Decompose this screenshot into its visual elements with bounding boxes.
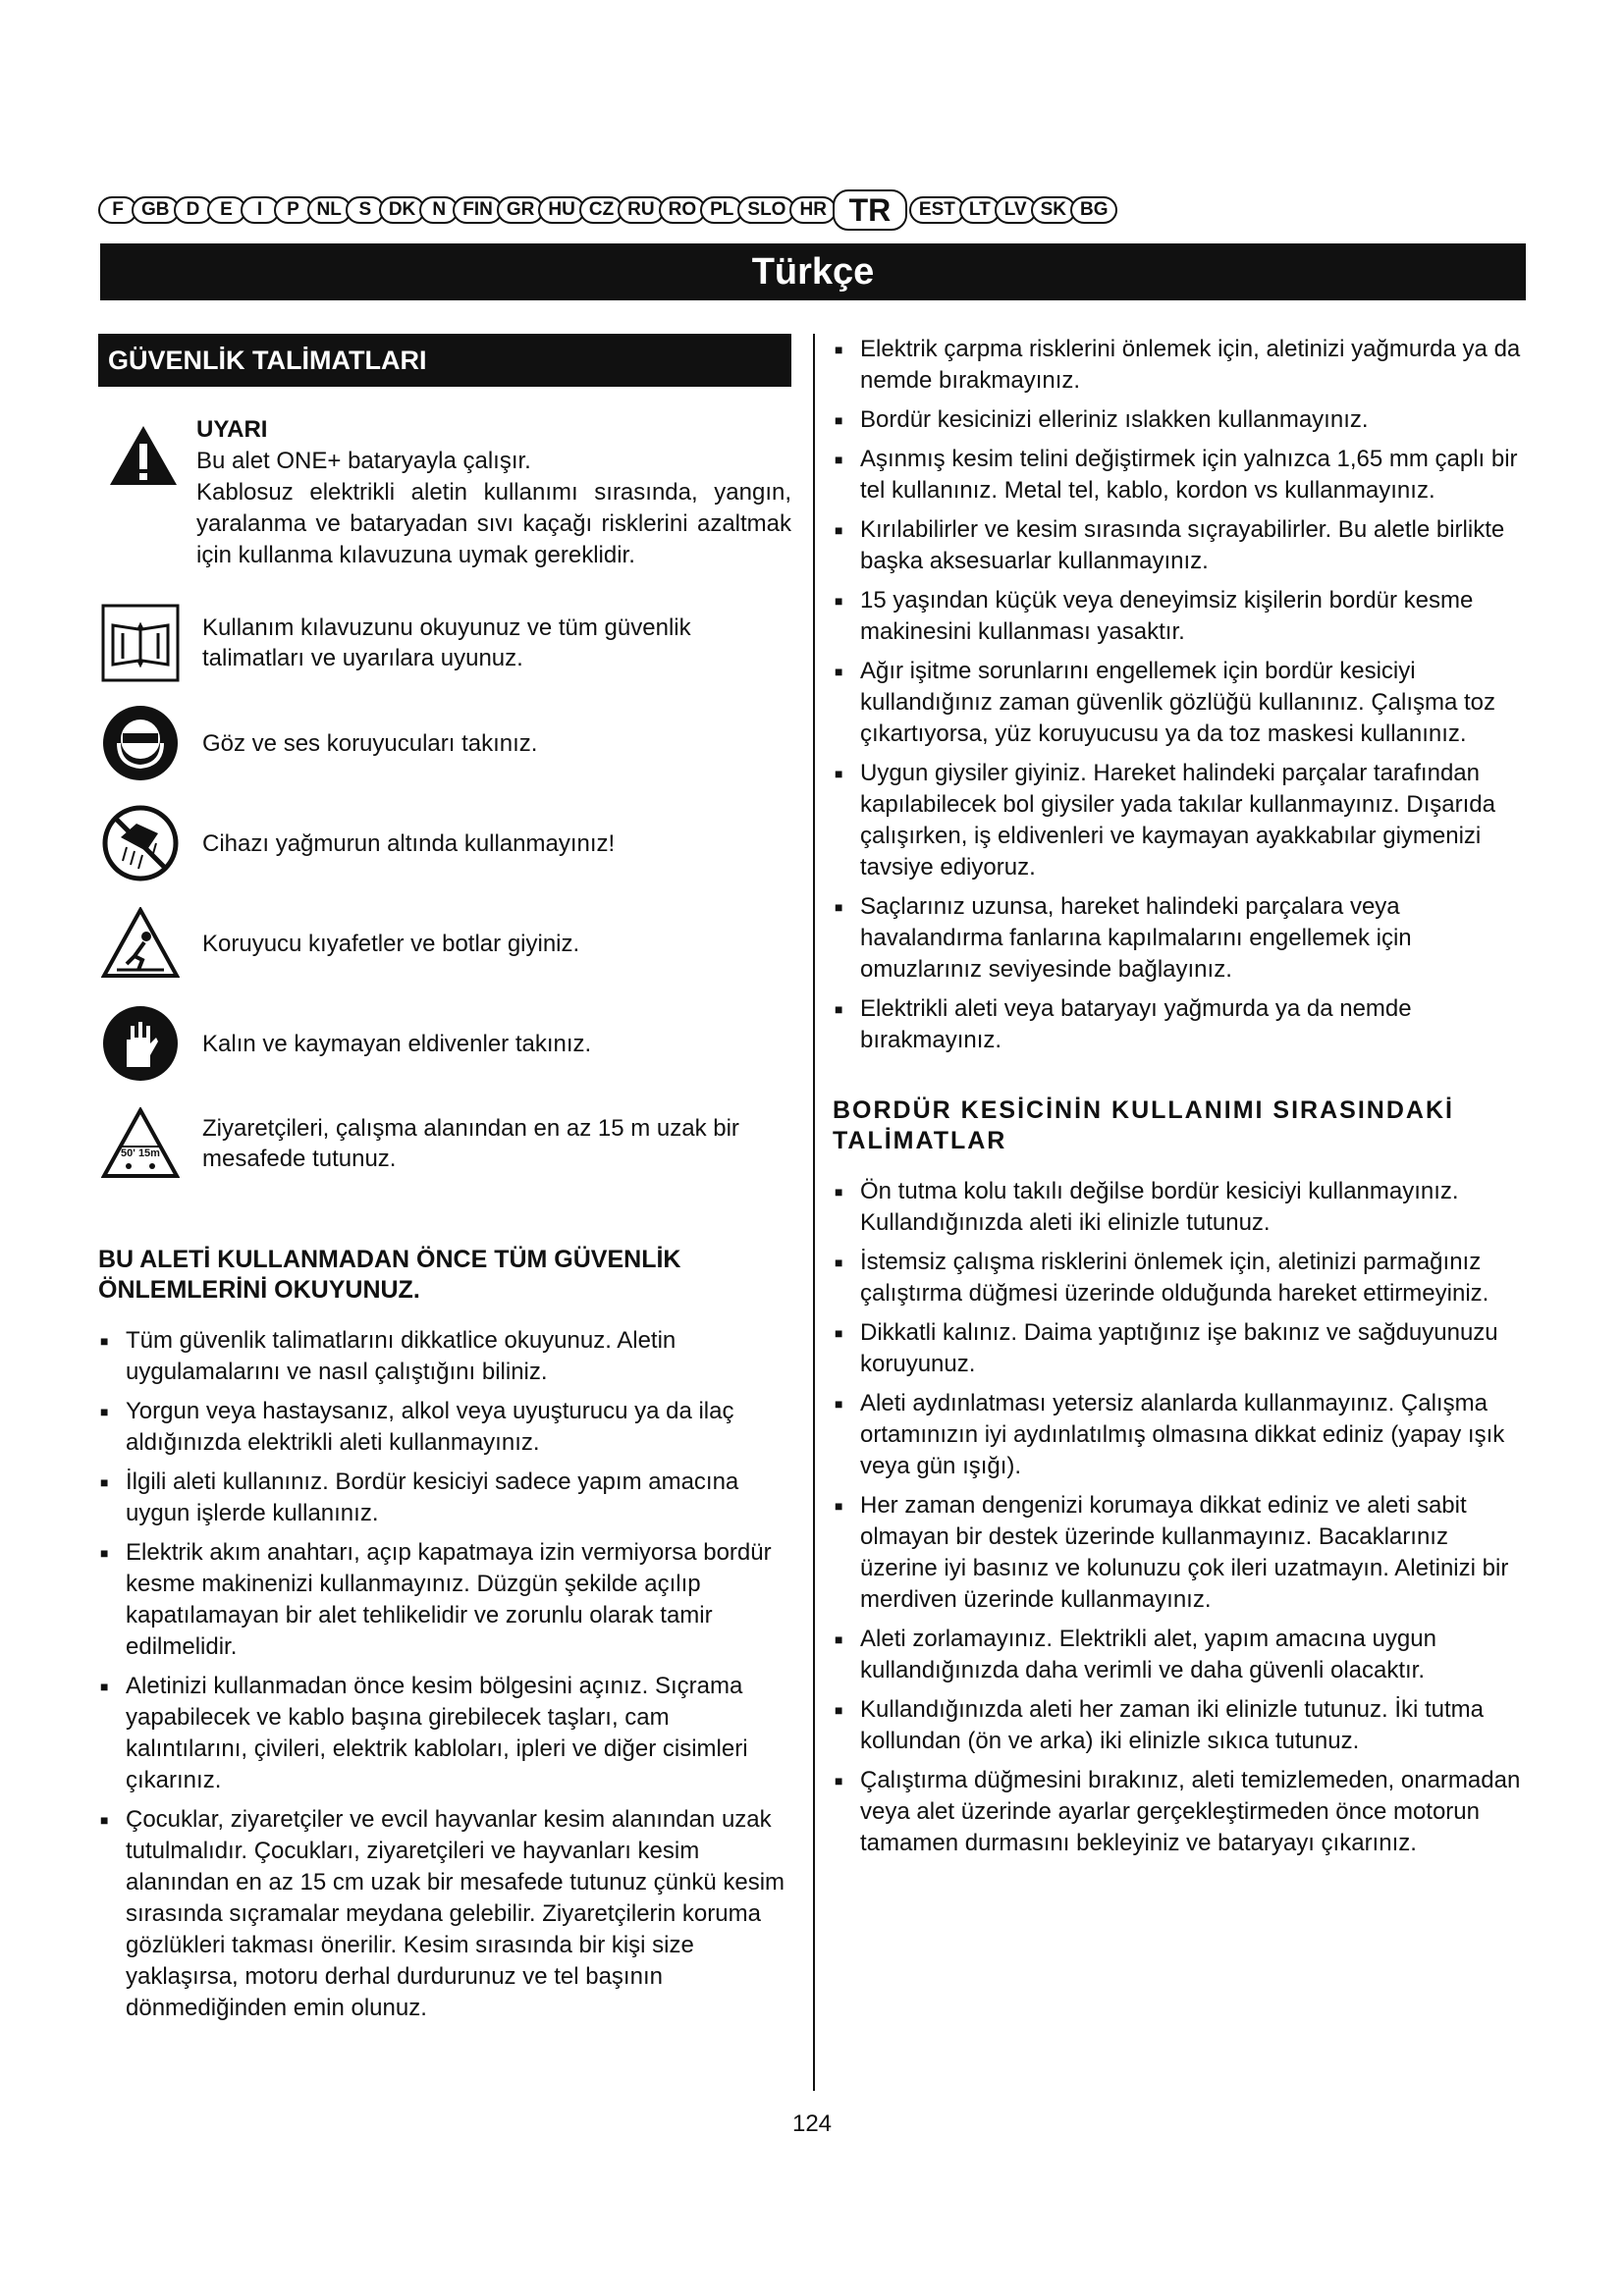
list-item: ■ Saçlarınız uzunsa, hareket halindeki parçalara veya havalandırma fanlarına kapılmalarını engellemek için omuzlarınız seviyesinde bağlayınız. [833,891,1526,986]
list-item: ■ Ağır işitme sorunlarını engellemek için bordür kesiciyi kullandığınız zaman güvenlik gözlüğü kullanınız. Çalışma toz çıkartıyorsa, yüz koruyucusu ya da toz maskesi kullanınız. [833,656,1526,750]
list-item: ■ Kullandığınızda aleti her zaman iki elinizle tutunuz. İki tutma kollundan (ön ve arka) iki elinizle sıkıca tutunuz. [833,1694,1526,1757]
language-tab-i[interactable]: I [241,196,280,224]
list-item: ■ Aletinizi kullanmadan önce kesim bölgesini açınız. Sıçrama yapabilecek ve kablo başına girebilecek taşları, cam kalıntılarını, çivileri, elektrik kabloları, ipleri ve diğer cisimleri çıkarınız. [98,1671,791,1796]
language-selector [98,188,1532,232]
language-tab-gb[interactable]: GB [132,196,180,224]
icon-text: Kullanım kılavuzunu okuyunuz ve tüm güvenlik talimatları ve uyarılara uyunuz. [202,614,691,671]
icon-row [98,901,791,986]
language-tab-n[interactable]: N [419,196,459,224]
list-item: ■ Elektrikli aleti veya bataryayı yağmurda ya da nemde bırakmayınız. [833,993,1526,1056]
language-tab-fin[interactable]: FIN [453,196,503,224]
section-heading-read-all: BU ALETİ KULLANMADAN ÖNCE TÜM GÜVENLİK ÖNLEMLERİNİ OKUYUNUZ. [98,1246,681,1304]
list-item: ■ Ön tutma kolu takılı değilse bordür kesiciyi kullanmayınız. Kullandığınızda aleti iki elinizle tutunuz. [833,1176,1526,1239]
language-tab-est[interactable]: EST [909,196,965,224]
warning-line1: Bu alet ONE+ bataryayla çalışır. [196,448,531,474]
list-item: ■ İstemsiz çalışma risklerini önlemek için, aletinizi parmağınız çalıştırma düğmesi üzerinde olduğunda hareket ettirmeyiniz. [833,1247,1526,1309]
language-tab-lv[interactable]: LV [995,196,1037,224]
icon-row [98,701,791,785]
manual-book-icon [101,604,180,682]
left-column [98,334,791,2032]
language-tab-hr[interactable]: HR [789,196,836,224]
warning-triangle-icon [108,424,179,487]
list-item: ■ Tüm güvenlik talimatlarını dikkatlice okuyunuz. Aletin uygulamalarını ve nasıl çalıştığını biliniz. [98,1325,791,1388]
list-item: ■ Dikkatli kalınız. Daima yaptığınız işe bakınız ve sağduyunuzu koruyunuz. [833,1317,1526,1380]
icon-text: Koruyucu kıyafetler ve botlar giyiniz. [202,930,580,957]
language-tab-nl[interactable]: NL [307,196,352,224]
list-item: ■ Her zaman dengenizi korumaya dikkat ediniz ve aleti sabit olmayan bir destek üzerinde kullanmayınız. Bacaklarınız üzerine iyi basınız ve kolunuzu çok ileri uzatmayın. Aletinizi bir merdiven üzerinde kullanmayınız. [833,1490,1526,1616]
icon-text: Cihazı yağmurun altında kullanmayınız! [202,829,616,857]
language-tab-bg[interactable]: BG [1070,196,1118,224]
language-tab-ro[interactable]: RO [659,196,707,224]
list-item: ■ Aleti zorlamayınız. Elektrikli alet, yapım amacına uygun kullandığınızda daha verimli ve daha güvenli olacaktır. [833,1624,1526,1686]
right-bullet-list-1 [833,334,1526,1056]
icon-row [98,801,791,885]
list-item: ■ Aşınmış kesim telini değiştirmek için yalnızca 1,65 mm çaplı bir tel kullanınız. Metal tel, kablo, kordon vs kullanmayınız. [833,444,1526,507]
list-item: ■ 15 yaşından küçük veya deneyimsiz kişilerin bordür kesme makinesini kullanması yasaktır. [833,585,1526,648]
no-rain-icon [101,804,180,882]
icon-text: Göz ve ses koruyucuları takınız. [202,729,538,757]
language-tab-slo[interactable]: SLO [737,196,795,224]
icon-text: Kalın ve kaymayan eldivenler takınız. [202,1030,592,1057]
left-bullet-list [98,1325,791,2024]
keep-distance-icon [101,1107,180,1180]
column-divider [813,334,815,2091]
language-tab-lt[interactable]: LT [959,196,1001,224]
icon-row [98,1101,791,1186]
list-item: ■ Çocuklar, ziyaretçiler ve evcil hayvanlar kesim alanından uzak tutulmalıdır. Çocukları, ziyaretçileri ve hayvanları kesim alanından en az 15 cm uzak bir mesafede tutunuz çünkü kesim sırasında sıçramalar meydana gelebilir. Ziyaretçilerin koruma gözlükleri takması önerilir. Kesim sırasında bir kişi size yaklaşırsa, motoru derhal durdurunuz ve tel başının dönmediğinden emin olunuz. [98,1804,791,2024]
icon-row [98,601,791,685]
language-tab-gr[interactable]: GR [497,196,545,224]
icon-row [98,1001,791,1086]
page-number: 124 [791,2110,833,2137]
list-item: ■ İlgili aleti kullanınız. Bordür kesiciyi sadece yapım amacına uygun işlerde kullanınız. [98,1467,791,1529]
warning-block [98,414,791,571]
icon-text: Ziyaretçileri, çalışma alanından en az 15 m uzak bir mesafede tutunuz. [202,1115,739,1172]
language-tab-e[interactable]: E [207,196,246,224]
language-tab-s[interactable]: S [346,196,385,224]
language-tab-dk[interactable]: DK [379,196,425,224]
right-column [833,334,1526,1867]
language-tab-tr[interactable]: TR [833,189,907,231]
section-heading-usage: BORDÜR KESİCİNİN KULLANIMI SIRASINDAKİ TALİMATLAR [833,1096,1454,1154]
right-bullet-list-2 [833,1176,1526,1859]
list-item: ■ Bordür kesicinizi elleriniz ıslakken kullanmayınız. [833,404,1526,436]
list-item: ■ Aleti aydınlatması yetersiz alanlarda kullanmayınız. Çalışma ortamınızın iyi aydınlatılmış olmasına dikkat ediniz (yapay ışık veya gün ışığı). [833,1388,1526,1482]
page-title: Türkçe [100,243,1526,300]
list-item: ■ Uygun giysiler giyiniz. Hareket halindeki parçalar tarafından kapılabilecek bol giysiler yada takılar kullanmayınız. Dışarıda çalışırken, iş eldivenleri ve kaymayan ayakkabılar giymenizi tavsiye ediyoruz. [833,758,1526,883]
list-item: ■ Kırılabilirler ve kesim sırasında sıçrayabilirler. Bu aletle birlikte başka aksesuarlar kullanmayınız. [833,514,1526,577]
section-title-safety: GÜVENLİK TALİMATLARI [98,334,791,387]
svg-text:50' 15m: 50' 15m [121,1148,160,1159]
warning-text: Kablosuz elektrikli aletin kullanımı sırasında, yangın, yaralanma ve bataryadan sıvı kaçağı risklerini azaltmak için kullanma kılavuzuna uymak gereklidir. [196,479,791,568]
language-tab-f[interactable]: F [98,196,137,224]
language-tab-ru[interactable]: RU [618,196,664,224]
protective-clothing-icon [101,907,180,980]
list-item: ■ Elektrik çarpma risklerini önlemek için, aletinizi yağmurda ya da nemde bırakmayınız. [833,334,1526,397]
language-tab-d[interactable]: D [174,196,213,224]
gloves-icon [101,1004,180,1083]
list-item: ■ Elektrik akım anahtarı, açıp kapatmaya izin vermiyorsa bordür kesme makinenizi kullanmayınız. Düzgün şekilde açılıp kapatılamayan bir alet tehlikelidir ve zorunlu olarak tamir edilmelidir. [98,1537,791,1663]
language-tab-hu[interactable]: HU [538,196,584,224]
language-tab-pl[interactable]: PL [700,196,743,224]
language-tab-sk[interactable]: SK [1031,196,1076,224]
language-tab-cz[interactable]: CZ [579,196,623,224]
eye-ear-protection-icon [101,704,180,782]
safety-icons [98,601,791,1186]
language-tab-p[interactable]: P [274,196,313,224]
list-item: ■ Yorgun veya hastaysanız, alkol veya uyuşturucu ya da ilaç aldığınızda elektrikli aleti kullanmayınız. [98,1396,791,1459]
list-item: ■ Çalıştırma düğmesini bırakınız, aleti temizlemeden, onarmadan veya alet üzerinde ayarlar gerçekleştirmeden önce motorun tamamen durmasını bekleyiniz ve bataryayı çıkarınız. [833,1765,1526,1859]
warning-heading: UYARI [196,416,268,443]
